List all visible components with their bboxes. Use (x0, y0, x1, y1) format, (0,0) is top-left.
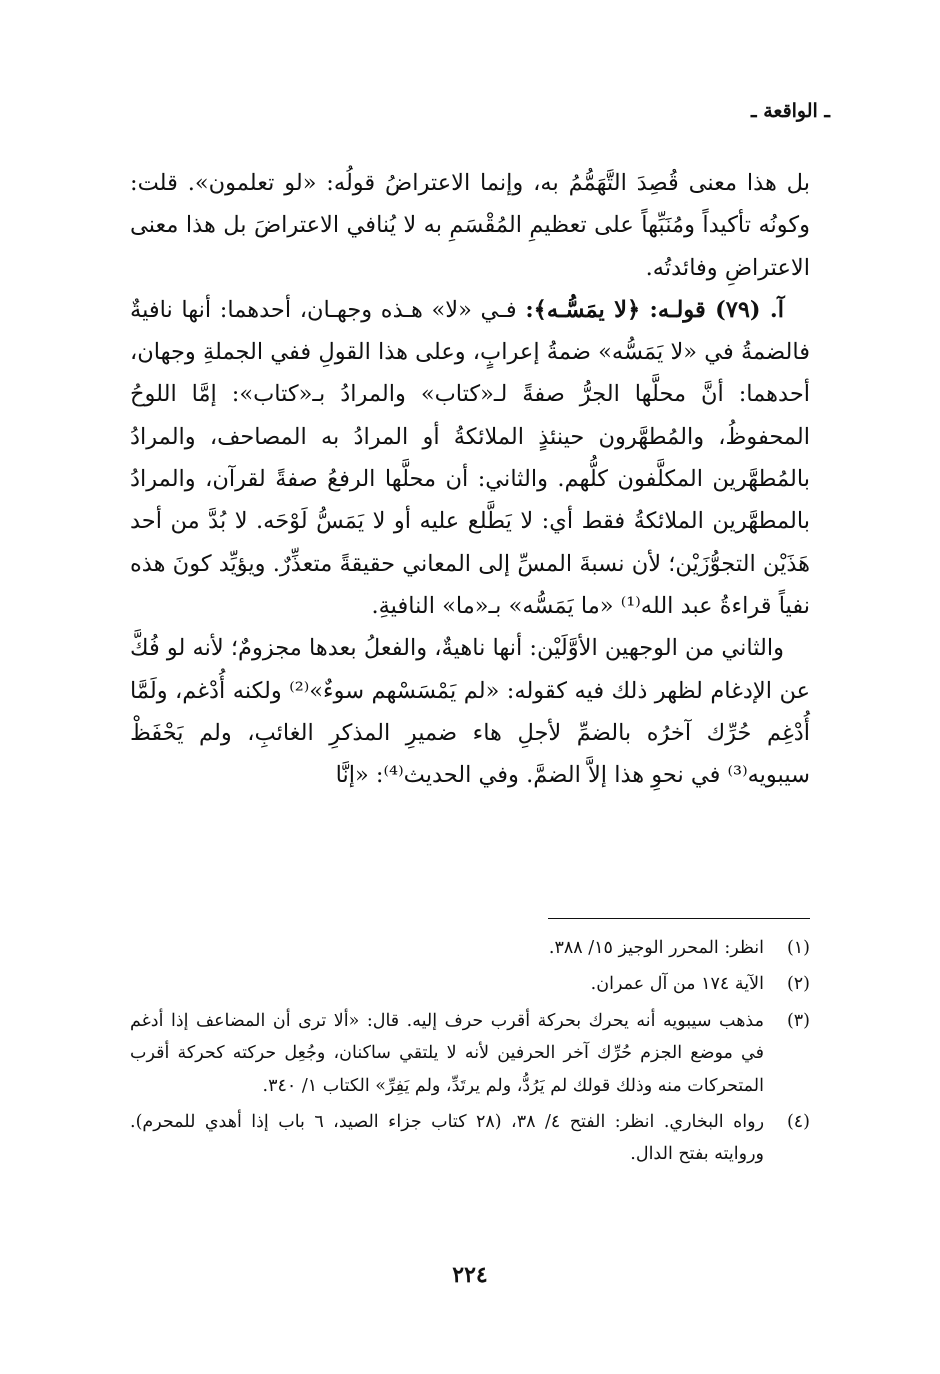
footnote-4 (130, 1106, 810, 1171)
paragraph-2 (130, 289, 810, 627)
footnote-number: (٢) (786, 974, 810, 995)
main-text (130, 162, 810, 796)
footnote-text: مذهب سيبويه أنه يحرك بحركة أقرب حرف إليه. قال: «ألا ترى أن المضاعف إذا أدغم في موضع الجزم حُرِّك آخر الحرفين لأنه لا يلتقي ساكنان، وجُعِل حركته كحركة أقرب المتحركات منه وذلك قولك لم يَرُدُّ، ولم يرتَدِّ، ولم يَفِرِّ» الكتاب ١/ ٣٤٠. (130, 1010, 764, 1096)
footnote-3 (130, 1005, 810, 1102)
footnote-number: (١) (786, 938, 810, 958)
footnote-number: (٤) (786, 1112, 810, 1133)
footnote-text: انظر: المحرر الوجيز ١٥/ ٣٨٨. (548, 938, 764, 958)
footnote-separator (548, 918, 810, 919)
paragraph-3: والثاني من الوجهين الأوَّلَيْن: أنها ناهيةٌ، والفعلُ بعدها مجزومٌ؛ لأنه لو فُكَّ عن الإدغام لظهر ذلك فيه كقوله: «لم يَمْسَسْهم سوءٌ»⁽²⁾ ولكنه أُدْغم، ولَمَّا أُدْغِم حُرِّك آخرُه بالضمِّ لأجلِ هاء ضميرِ المذكرِ الغائبِ، ولم يَحْفَظْ سيبويه⁽³⁾ في نحوِ هذا إلاَّ الضمَّ. وفي الحديث⁽⁴⁾: «إنَّا (130, 635, 811, 789)
footnote-1 (130, 932, 810, 964)
footnote-number: (٣) (786, 1010, 810, 1031)
paragraph-1: بل هذا معنى قُصِدَ التَّهَمُّمُ به، وإنما الاعتراضُ قولُه: «لو تعلمون». قلت: وكونُه تأكيداً ومُنَبِّهاً على تعظيمِ المُقْسَمِ به لا يُنافي الاعتراضَ بل هذا معنى الاعتراضِ وفائدتُه. (130, 170, 810, 281)
footnotes (130, 932, 810, 1175)
footnote-2 (130, 968, 810, 1000)
running-header: ـ الواقعة ـ (751, 100, 830, 122)
footnote-text: رواه البخاري. انظر: الفتح ٤/ ٣٨، (٢٨ كتاب جزاء الصيد، ٦ باب إذا أهدي للمحرم). وروايته بفتح الدال. (130, 1112, 765, 1165)
footnote-text: الآية ١٧٤ من آل عمران. (590, 974, 764, 995)
page-number: ٢٢٤ (452, 1262, 488, 1288)
verse-lemma: آ. (٧٩) قولـه: ﴿لا يمَسُّـه﴾: (525, 296, 784, 323)
paragraph-2-text: فـي «لا» هـذه وجهـان، أحدهما: أنها نافيةٌ فالضمةُ في «لا يَمَسُّه» ضمةُ إعرابٍ، وعلى هذا القولِ ففي الجملةِ وجهان، أحدهما: أنَّ محلَّها الجرُّ صفةً لـ«كتاب» والمرادُ بـ«كتاب»: إمَّا اللوحُ المحفوظُ، والمُطهَّرون حينئذٍ الملائكةُ أو المرادُ به المصاحف، والمرادُ بالمُطهَّرين المكلَّفون كلُّهم. والثاني: أن محلَّها الرفعُ صفةً لقرآن، والمرادُ بالمطهَّرين الملائكةُ فقط أي: لا يَطَّلع عليه أو لا يَمَسُّ لَوْحَه. لا بُدَّ من أحد هَذَيْن التجوُّزَيْن؛ لأن نسبةَ المسِّ إلى المعاني حقيقةً متعذِّرٌ. ويؤيِّد كونَ هذه نفياً قراءةُ عبد الله⁽¹⁾ «ما يَمَسُّه» بـ«ما» النافيةِ. (130, 296, 810, 619)
